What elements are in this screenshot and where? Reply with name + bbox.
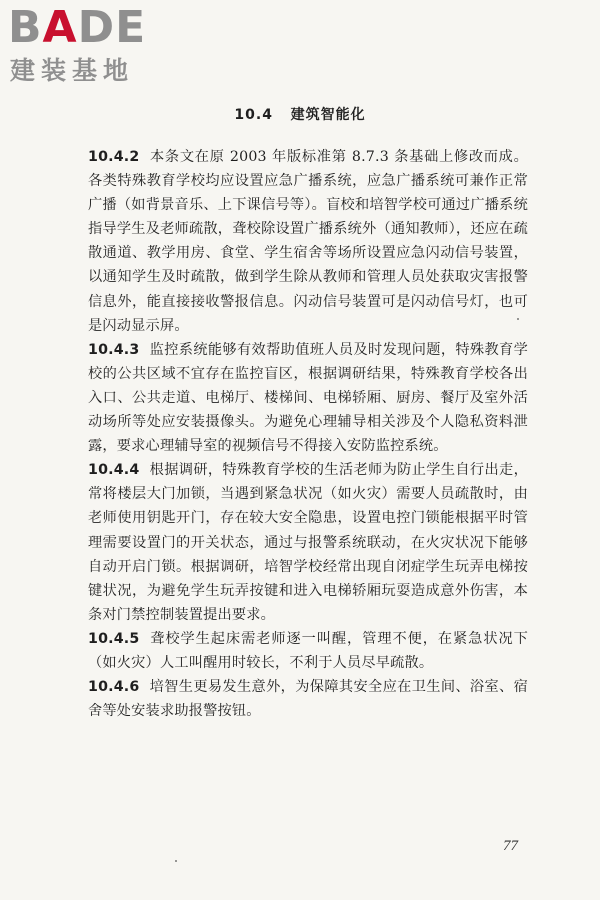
- clause-number: 10.4.3: [88, 341, 140, 358]
- scan-speck: [175, 860, 177, 862]
- clause-text: 根据调研，特殊教育学校的生活老师为防止学生自行出走，常将楼层大门加锁，当遇到紧急状况（如火灾）需要人员疏散时，由老师使用钥匙开门，存在较大安全隐患，设置电控门锁能根据平时管理需要设置门的开关状态，通过与报警系统联动，在火灾状况下能够自动开启门锁。根据调研，培智学校经常出现自闭症学生玩弄电梯按键状况，为避免学生玩弄按键和进入电梯轿厢玩耍造成意外伤害，本条对门禁控制装置提出要求。: [88, 462, 528, 623]
- logo-letter-a-accent: A: [42, 2, 78, 53]
- section-heading: [0, 104, 600, 124]
- clause-number: 10.4.6: [88, 679, 140, 696]
- bade-logo: [8, 4, 178, 90]
- clause-text: 培智生更易发生意外，为保障其安全应在卫生间、浴室、宿舍等处安装求助报警按钮。: [88, 679, 528, 720]
- clause-text: 监控系统能够有效帮助值班人员及时发现问题，特殊教育学校的公共区域不宜存在监控盲区，根据调研结果，特殊教育学校各出入口、公共走道、电梯厅、楼梯间、电梯轿厢、厨房、餐厅及室外活动场所等处应安装摄像头。为避免心理辅导相关涉及个人隐私资料泄露，要求心理辅导室的视频信号不得接入安防监控系统。: [88, 341, 528, 455]
- logo-subtitle: 建装基地: [10, 56, 135, 85]
- clause-10-4-4: [88, 458, 528, 627]
- clause-10-4-3: [88, 338, 528, 458]
- clause-text: 本条文在原 2003 年版标准第 8.7.3 条基础上修改而成。各类特殊教育学校均应设置应急广播系统，应急广播系统可兼作正常广播（如背景音乐、上下课信号等）。盲校和培智学校可通过广播系统指导学生及老师疏散，聋校除设置广播系统外（通知教师），还应在疏散通道、教学用房、食堂、学生宿舍等场所设置应急闪动信号装置，以通知学生及时疏散，做到学生除从教师和管理人员处获取灾害报警信息外，能直接接收警报信息。闪动信号装置可是闪动信号灯，也可是闪动显示屏。: [88, 149, 528, 334]
- section-number: 10.4: [234, 107, 273, 123]
- scan-speck: [517, 318, 519, 320]
- clause-number: 10.4.2: [88, 149, 140, 165]
- clause-text: 聋校学生起床需老师逐一叫醒，管理不便，在紧急状况下（如火灾）人工叫醒用时较长，不利于人员尽早疏散。: [88, 630, 528, 671]
- clause-10-4-2: [88, 145, 528, 338]
- logo-letter-b: B: [8, 2, 43, 53]
- clause-list: [88, 145, 528, 723]
- clause-10-4-5: [88, 627, 528, 675]
- logo-letters-de: DE: [77, 2, 147, 53]
- clause-number: 10.4.5: [88, 630, 140, 647]
- clause-number: 10.4.4: [88, 462, 140, 479]
- clause-10-4-6: [88, 675, 528, 723]
- section-title: 建筑智能化: [290, 107, 366, 123]
- page-number: 77: [503, 838, 518, 854]
- logo-wordmark: [8, 4, 146, 52]
